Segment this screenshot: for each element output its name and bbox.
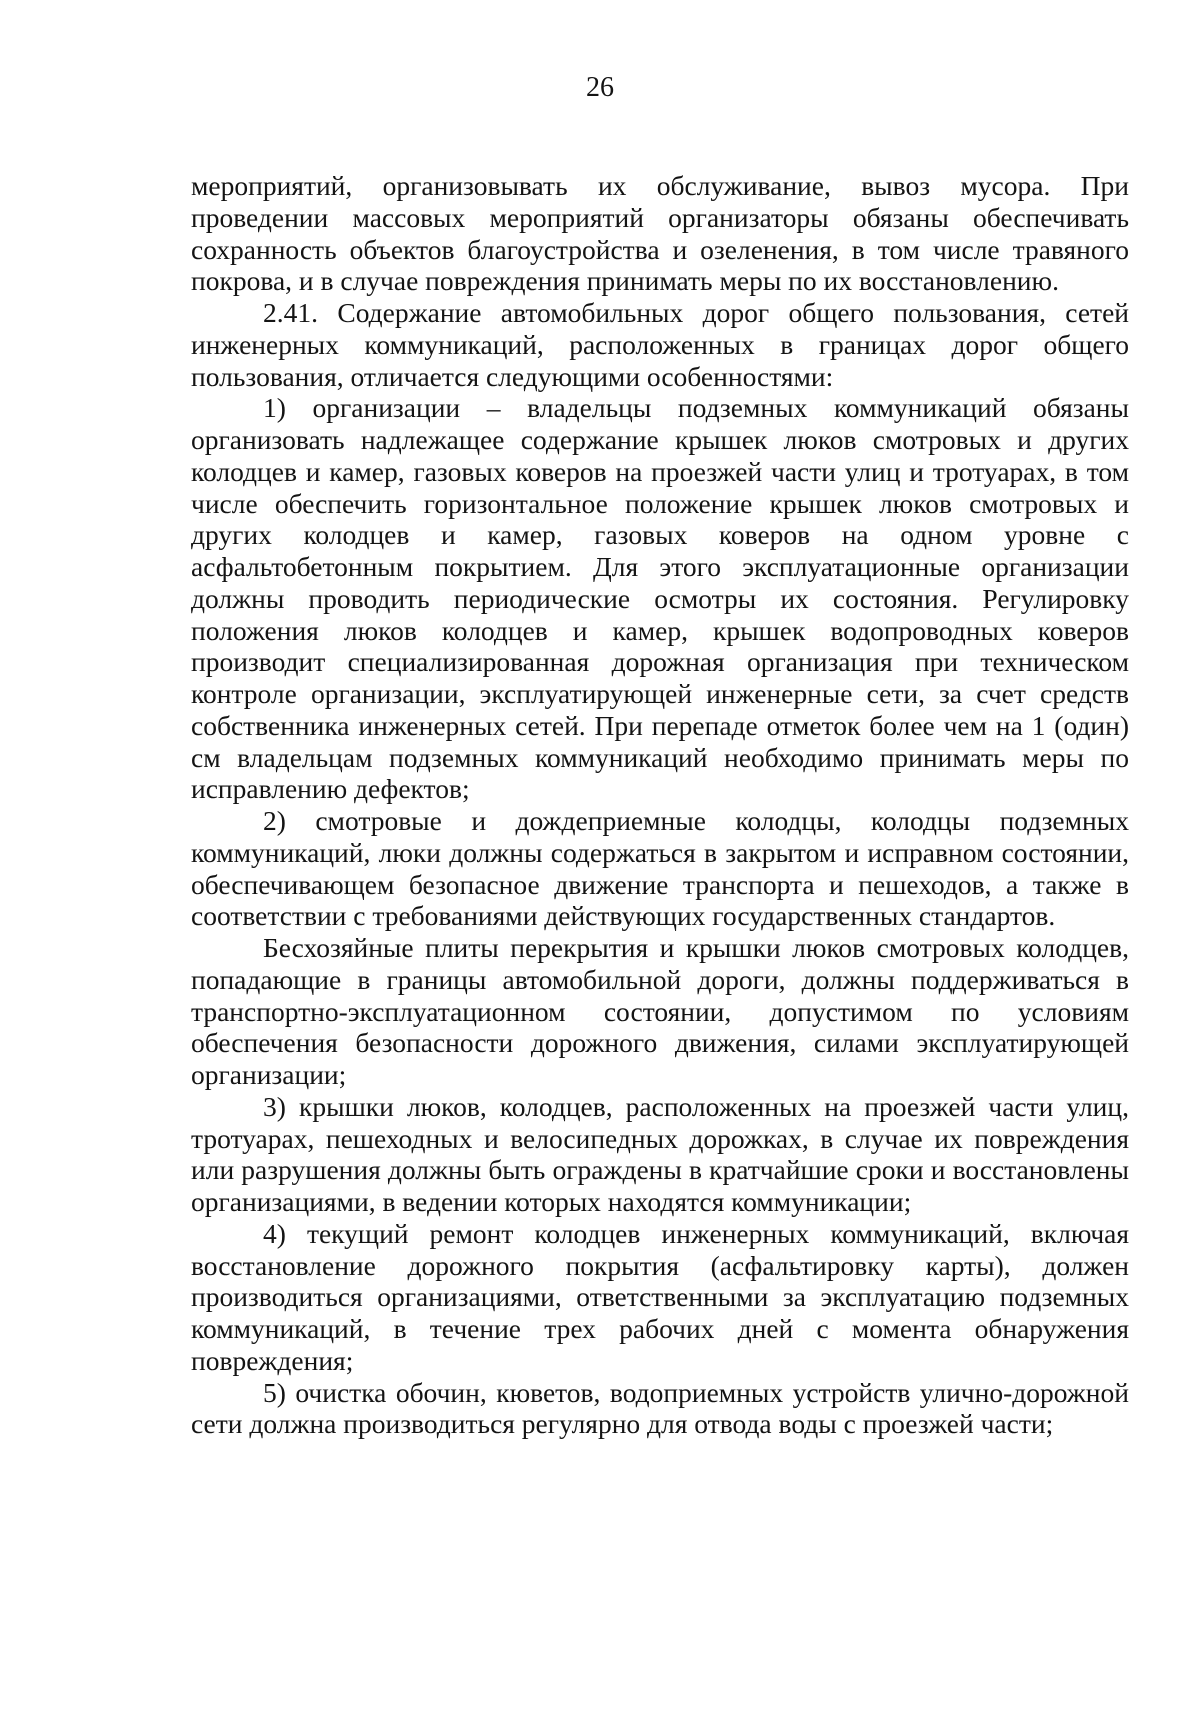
paragraph-item-3: 3) крышки люков, колодцев, расположенных на проезжей части улиц, тротуарах, пешеходных и велосипедных дорожках, в случае их повреждения или разрушения должны быть ограждены в кратчайшие сроки и восстановлены организациями, в ведении которых находятся коммуникации; [191, 1090, 1129, 1217]
paragraph-item-2: 2) смотровые и дождеприемные колодцы, колодцы подземных коммуникаций, люки должны содержаться в закрытом и исправном состоянии, обеспечивающем безопасное движение транспорта и пешеходов, а также в соответствии с требованиями действующих государственных стандартов. [191, 805, 1129, 932]
page-number: 26 [586, 72, 614, 103]
paragraph-continuation: мероприятий, организовывать их обслуживание, вывоз мусора. При проведении массовых мероприятий организаторы обязаны обеспечивать сохранность объектов благоустройства и озеленения, в том числе травяного покрова, и в случае повреждения принимать меры по их восстановлению. [191, 170, 1129, 297]
paragraph-item-1: 1) организации – владельцы подземных коммуникаций обязаны организовать надлежащее содержание крышек люков смотровых и других колодцев и камер, газовых коверов на проезжей части улиц и тротуарах, в том числе обеспечить горизонтальное положение крышек люков смотровых и других колодцев и камер, газовых коверов на одном уровне с асфальтобетонным покрытием. Для этого эксплуатационные организации должны проводить периодические осмотры их состояния. Регулировку положения люков колодцев и камер, крышек водопроводных коверов производит специализированная дорожная организация при техническом контроле организации, эксплуатирующей инженерные сети, за счет средств собственника инженерных сетей. При перепаде отметок более чем на 1 (один) см владельцам подземных коммуникаций необходимо принимать меры по исправлению дефектов; [191, 392, 1129, 805]
document-body [191, 170, 1129, 1440]
paragraph-item-5: 5) очистка обочин, кюветов, водоприемных устройств улично-дорожной сети должна производиться регулярно для отвода воды с проезжей части; [191, 1376, 1129, 1440]
paragraph-item-4: 4) текущий ремонт колодцев инженерных коммуникаций, включая восстановление дорожного покрытия (асфальтировку карты), должен производиться организациями, ответственными за эксплуатацию подземных коммуникаций, в течение трех рабочих дней с момента обнаружения повреждения; [191, 1217, 1129, 1376]
paragraph-ownerless-slabs: Бесхозяйные плиты перекрытия и крышки люков смотровых колодцев, попадающие в границы автомобильной дороги, должны поддерживаться в транспортно-эксплуатационном состоянии, допустимом по условиям обеспечения безопасности дорожного движения, силами эксплуатирующей организации; [191, 932, 1129, 1090]
paragraph-section-2-41: 2.41. Содержание автомобильных дорог общего пользования, сетей инженерных коммуникаций, расположенных в границах дорог общего пользования, отличается следующими особенностями: [191, 297, 1129, 392]
